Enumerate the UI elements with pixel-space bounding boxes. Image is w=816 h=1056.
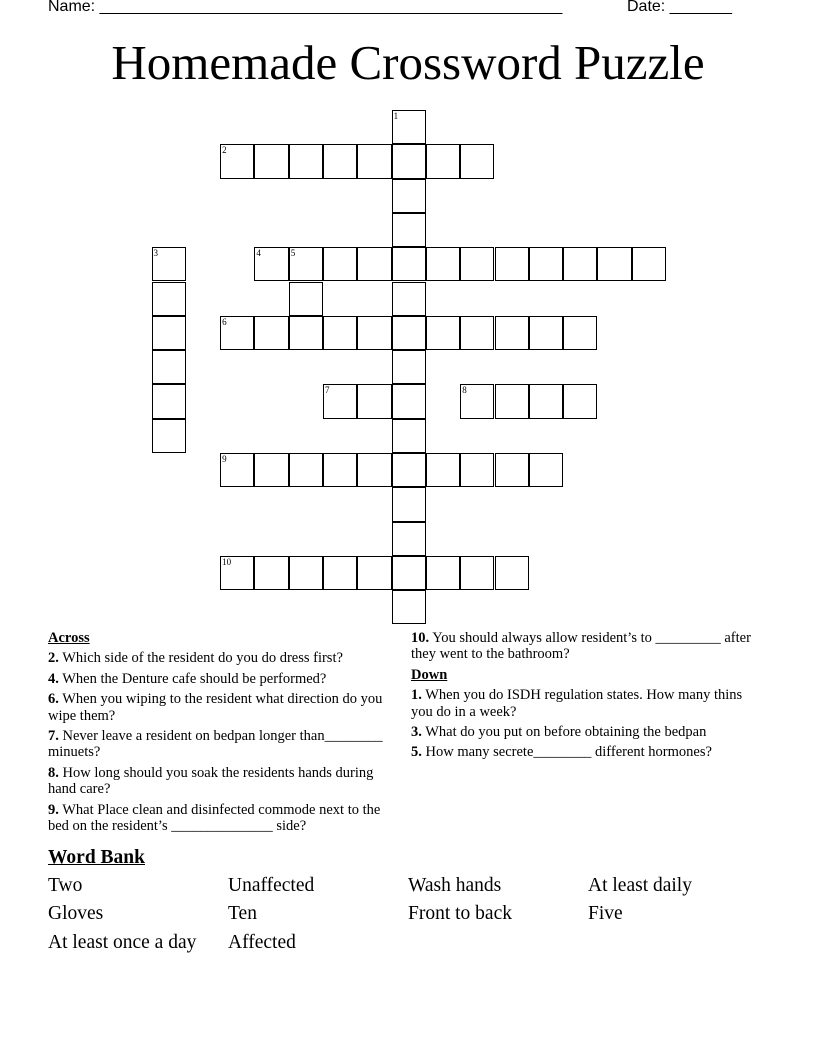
crossword-cell[interactable] (323, 316, 357, 350)
clue-number: 6. (48, 691, 59, 708)
crossword-cell[interactable] (323, 144, 357, 178)
crossword-cell[interactable] (254, 316, 288, 350)
word-bank-item: Affected (228, 932, 296, 953)
crossword-cell[interactable] (357, 384, 391, 418)
crossword-cell[interactable] (152, 350, 186, 384)
name-field-label: Name: ____________________________________________________ (48, 0, 563, 15)
word-bank-item: Gloves (48, 903, 104, 924)
clue-down-5 (411, 744, 761, 760)
clue-number-label: 4 (256, 248, 261, 259)
crossword-cell[interactable] (220, 453, 254, 487)
crossword-cell[interactable] (289, 282, 323, 316)
crossword-cell[interactable] (460, 316, 494, 350)
crossword-cell[interactable] (152, 316, 186, 350)
crossword-cell[interactable] (254, 453, 288, 487)
clue-number: 9. (48, 801, 59, 818)
crossword-cell[interactable] (597, 247, 631, 281)
clue-number-label: 9 (222, 454, 227, 464)
crossword-cell[interactable] (254, 556, 288, 590)
clue-text: Never leave a resident on bedpan longer than________ minuets? (48, 728, 383, 761)
crossword-cell[interactable] (392, 247, 426, 281)
crossword-cell[interactable] (392, 179, 426, 213)
word-bank-item: Two (48, 875, 83, 896)
crossword-cell[interactable] (357, 144, 391, 178)
word-bank-item: Front to back (408, 903, 512, 924)
clue-across-7 (48, 728, 388, 761)
clue-down-3 (411, 724, 761, 740)
crossword-cell[interactable] (392, 556, 426, 590)
clue-number: 10. (411, 630, 430, 646)
clue-number-label: 2 (222, 145, 227, 156)
page-title: Homemade Crossword Puzzle (111, 35, 705, 90)
crossword-cell[interactable] (152, 282, 186, 316)
crossword-cell[interactable] (460, 247, 494, 281)
date-field-label: Date: _______ (627, 0, 732, 15)
clue-number-label: 1 (393, 111, 399, 121)
word-bank-item: Unaffected (228, 875, 315, 896)
crossword-cell[interactable] (392, 282, 426, 316)
clue-number: 2. (48, 650, 59, 667)
across-heading: Across (48, 630, 90, 646)
crossword-cell[interactable] (220, 316, 254, 350)
crossword-cell[interactable] (392, 384, 426, 418)
clue-text: Which side of the resident do you do dress first? (62, 650, 343, 667)
clue-across-10 (411, 630, 761, 663)
crossword-cell[interactable] (460, 556, 494, 590)
crossword-cell[interactable] (529, 247, 563, 281)
crossword-cell[interactable] (392, 110, 426, 144)
crossword-cell[interactable] (426, 316, 460, 350)
crossword-cell[interactable] (289, 247, 323, 281)
crossword-cell[interactable] (529, 316, 563, 350)
crossword-cell[interactable] (152, 419, 186, 453)
clue-number-label: 7 (325, 385, 330, 396)
clue-number: 8. (48, 764, 59, 781)
crossword-cell[interactable] (220, 556, 254, 590)
across-clues (48, 630, 388, 838)
crossword-cell[interactable] (529, 384, 563, 418)
clue-text: How long should you soak the residents hands during hand care? (48, 764, 374, 798)
crossword-cell[interactable] (495, 384, 529, 418)
clue-number-label: 6 (222, 316, 227, 327)
crossword-cell[interactable] (392, 144, 426, 178)
crossword-cell[interactable] (392, 453, 426, 487)
crossword-cell[interactable] (357, 316, 391, 350)
crossword-cell[interactable] (323, 556, 357, 590)
crossword-cell[interactable] (289, 556, 323, 590)
clue-text: When you wiping to the resident what direction do you wipe them? (48, 691, 383, 724)
crossword-cell[interactable] (392, 316, 426, 350)
clue-number: 1. (411, 687, 422, 704)
crossword-cell[interactable] (495, 247, 529, 281)
crossword-cell[interactable] (426, 453, 460, 487)
clue-text: When you do ISDH regulation states. How many thins you do in a week? (411, 687, 743, 720)
crossword-cell[interactable] (392, 419, 426, 453)
crossword-cell[interactable] (392, 590, 426, 624)
crossword-cell[interactable] (426, 144, 460, 178)
crossword-cell[interactable] (254, 144, 288, 178)
crossword-cell[interactable] (426, 556, 460, 590)
clue-number: 4. (48, 670, 59, 687)
down-clues (411, 630, 761, 765)
clue-text: What Place clean and disinfected commode next to the bed on the resident’s ______________ side? (48, 801, 381, 835)
clue-text: You should always allow resident’s to _________ after they went to the bathroom? (411, 630, 751, 663)
crossword-cell[interactable] (495, 316, 529, 350)
word-bank-heading: Word Bank (48, 847, 145, 868)
clue-text: How many secrete________ different hormones? (425, 744, 712, 761)
clue-number-label: 3 (153, 248, 158, 259)
clue-number-label: 8 (462, 385, 467, 396)
crossword-cell[interactable] (323, 384, 357, 418)
crossword-cell[interactable] (357, 453, 391, 487)
word-bank-item: Five (588, 903, 623, 924)
clue-down-1 (411, 687, 761, 720)
crossword-cell[interactable] (495, 453, 529, 487)
clue-text: When the Denture cafe should be performed? (62, 670, 327, 687)
clue-across-6 (48, 691, 388, 724)
crossword-cell[interactable] (254, 247, 288, 281)
crossword-cell[interactable] (152, 247, 186, 281)
word-bank-item: At least once a day (48, 932, 197, 953)
crossword-cell[interactable] (563, 316, 597, 350)
crossword-cell[interactable] (323, 453, 357, 487)
crossword-cell[interactable] (152, 384, 186, 418)
crossword-cell[interactable] (392, 350, 426, 384)
crossword-cell[interactable] (289, 316, 323, 350)
crossword-cell[interactable] (289, 144, 323, 178)
crossword-cell[interactable] (392, 213, 426, 247)
crossword-cell[interactable] (289, 453, 323, 487)
clue-across-9 (48, 802, 388, 835)
crossword-cell[interactable] (460, 384, 494, 418)
crossword-cell[interactable] (460, 144, 494, 178)
clue-number: 7. (48, 728, 59, 745)
clue-number: 3. (411, 724, 422, 741)
crossword-cell[interactable] (220, 144, 254, 178)
crossword-cell[interactable] (495, 556, 529, 590)
word-bank-item: At least daily (588, 875, 692, 896)
crossword-cell[interactable] (357, 556, 391, 590)
down-heading: Down (411, 666, 448, 683)
crossword-cell[interactable] (529, 453, 563, 487)
word-bank-item: Wash hands (408, 875, 502, 896)
clue-number-label: 10 (222, 556, 232, 567)
clue-text: What do you put on before obtaining the bedpan (425, 724, 707, 741)
clue-across-8 (48, 765, 388, 798)
clue-number-label: 5 (290, 248, 296, 259)
crossword-cell[interactable] (563, 247, 597, 281)
crossword-cell[interactable] (460, 453, 494, 487)
crossword-cell[interactable] (357, 247, 391, 281)
clue-number: 5. (411, 744, 422, 761)
crossword-cell[interactable] (323, 247, 357, 281)
clue-across-2 (48, 650, 388, 666)
clue-across-4 (48, 671, 388, 687)
crossword-cell[interactable] (426, 247, 460, 281)
crossword-cell[interactable] (563, 384, 597, 418)
word-bank-item: Ten (228, 903, 257, 924)
crossword-cell[interactable] (392, 522, 426, 556)
crossword-cell[interactable] (392, 487, 426, 521)
crossword-cell[interactable] (632, 247, 666, 281)
